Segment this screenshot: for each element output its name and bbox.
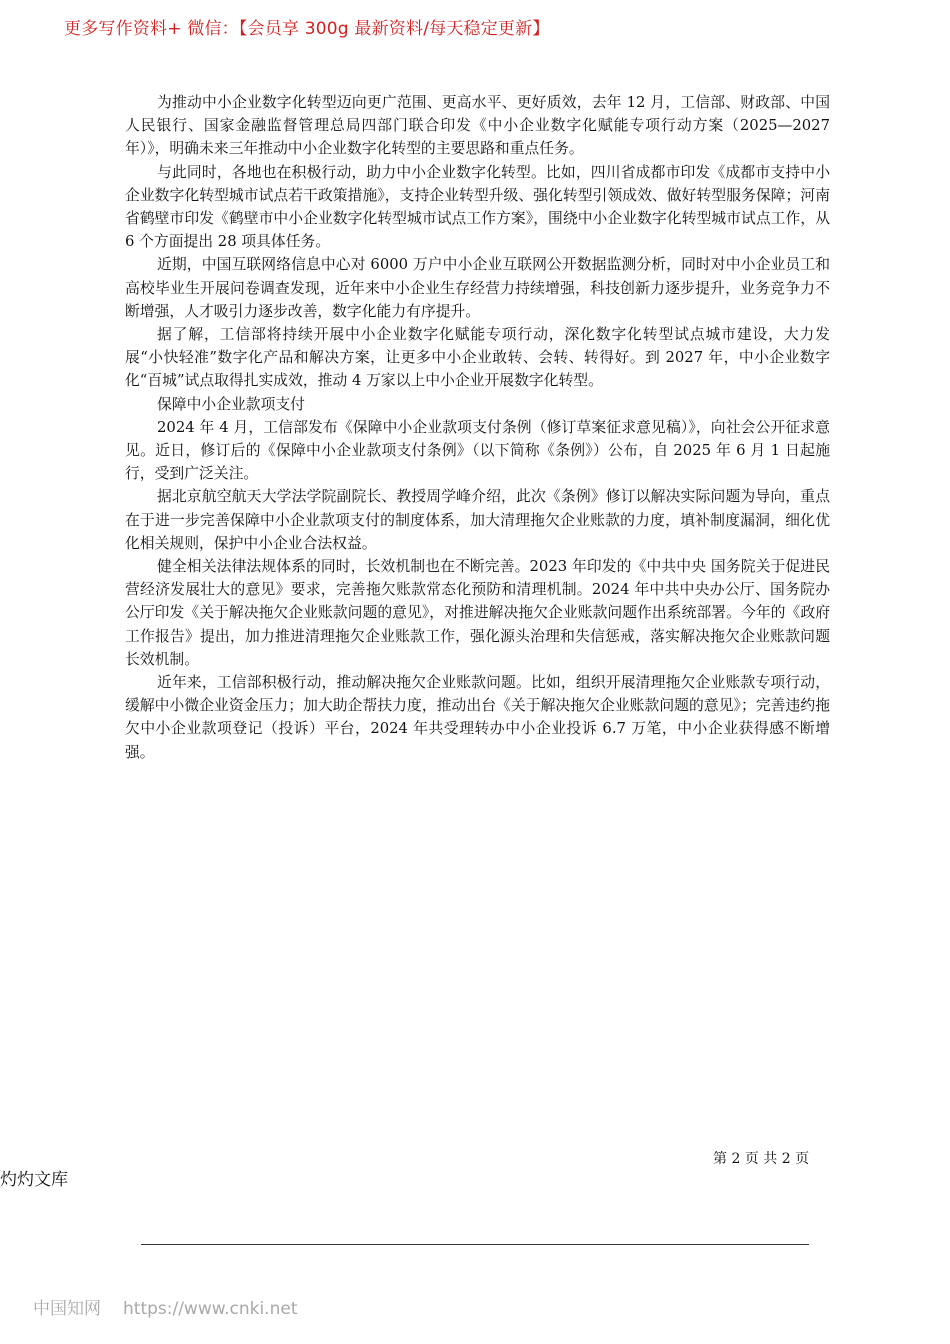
paragraph-3: 近期，中国互联网络信息中心对 6000 万户中小企业互联网公开数据监测分析，同时对中小企业员工和高校毕业生开展问卷调查发现，近年来中小企业生存经营力持续增强，科技创新力逐步提升，业务竞争力不断增强，人才吸引力逐步改善，数字化能力有序提升。 xyxy=(125,256,830,320)
watermark-url: https://www.cnki.net xyxy=(123,1299,298,1319)
library-name: 灼灼文库 xyxy=(0,1170,68,1190)
paragraph-1: 为推动中小企业数字化转型迈向更广范围、更高水平、更好质效，去年 12 月，工信部、财政部、中国人民银行、国家金融监督管理总局四部门联合印发《中小企业数字化赋能专项行动方案（2025—2027 年）》，明确未来三年推动中小企业数字化转型的主要思路和重点任务。 xyxy=(125,94,830,158)
watermark xyxy=(33,1294,297,1319)
section-heading: 保障中小企业款项支付 xyxy=(157,395,305,413)
paragraph-8: 健全相关法律法规体系的同时，长效机制也在不断完善。2023 年印发的《中共中央 国务院关于促进民营经济发展壮大的意见》要求，完善拖欠账款常态化预防和清理机制。2024 年中共中央办公厅、国务院办公厅印发《关于解决拖欠企业账款问题的意见》，对推进解决拖欠企业账款问题作出系统部署。今年的《政府工作报告》提出，加力推进清理拖欠企业账款工作，强化源头治理和失信惩戒，落实解决拖欠企业账款问题长效机制。 xyxy=(125,558,830,668)
promo-banner: 更多写作资料+ 微信：【会员享 300g 最新资料/每天稳定更新】 xyxy=(64,19,550,39)
paragraph-4: 据了解，工信部将持续开展中小企业数字化赋能专项行动，深化数字化转型试点城市建设，大力发展“小快轻准”数字化产品和解决方案，让更多中小企业敢转、会转、转得好。到 2027 年，中小企业数字化“百城”试点取得扎实成效，推动 4 万家以上中小企业开展数字化转型。 xyxy=(125,326,830,390)
paragraph-6: 2024 年 4 月，工信部发布《保障中小企业款项支付条例（修订草案征求意见稿）》，向社会公开征求意见。近日，修订后的《保障中小企业款项支付条例》（以下简称《条例》）公布，自 2025 年 6 月 1 日起施行，受到广泛关注。 xyxy=(125,418,830,483)
footer-divider xyxy=(141,1244,809,1245)
paragraph-9: 近年来，工信部积极行动，推动解决拖欠企业账款问题。比如，组织开展清理拖欠企业账款专项行动，缓解中小微企业资金压力；加大助企帮扶力度，推动出台《关于解决拖欠企业账款问题的意见》；完善违约拖欠中小企业款项登记（投诉）平台，2024 年共受理转办中小企业投诉 6.7 万笔，中小企业获得感不断增强。 xyxy=(125,674,830,761)
page-number: 第 2 页 共 2 页 xyxy=(713,1151,810,1167)
article-body xyxy=(125,91,830,764)
watermark-brand: 中国知网 xyxy=(33,1299,101,1319)
paragraph-7: 据北京航空航天大学法学院副院长、教授周学峰介绍，此次《条例》修订以解决实际问题为导向，重点在于进一步完善保障中小企业款项支付的制度体系，加大清理拖欠企业账款的力度，填补制度漏洞，细化优化相关规则，保护中小企业合法权益。 xyxy=(125,488,830,552)
paragraph-2: 与此同时，各地也在积极行动，助力中小企业数字化转型。比如，四川省成都市印发《成都市支持中小企业数字化转型城市试点若干政策措施》，支持企业转型升级、强化转型引领成效、做好转型服务保障；河南省鹤壁市印发《鹤壁市中小企业数字化转型城市试点工作方案》，围绕中小企业数字化转型城市试点工作，从 6 个方面提出 28 项具体任务。 xyxy=(125,163,830,251)
